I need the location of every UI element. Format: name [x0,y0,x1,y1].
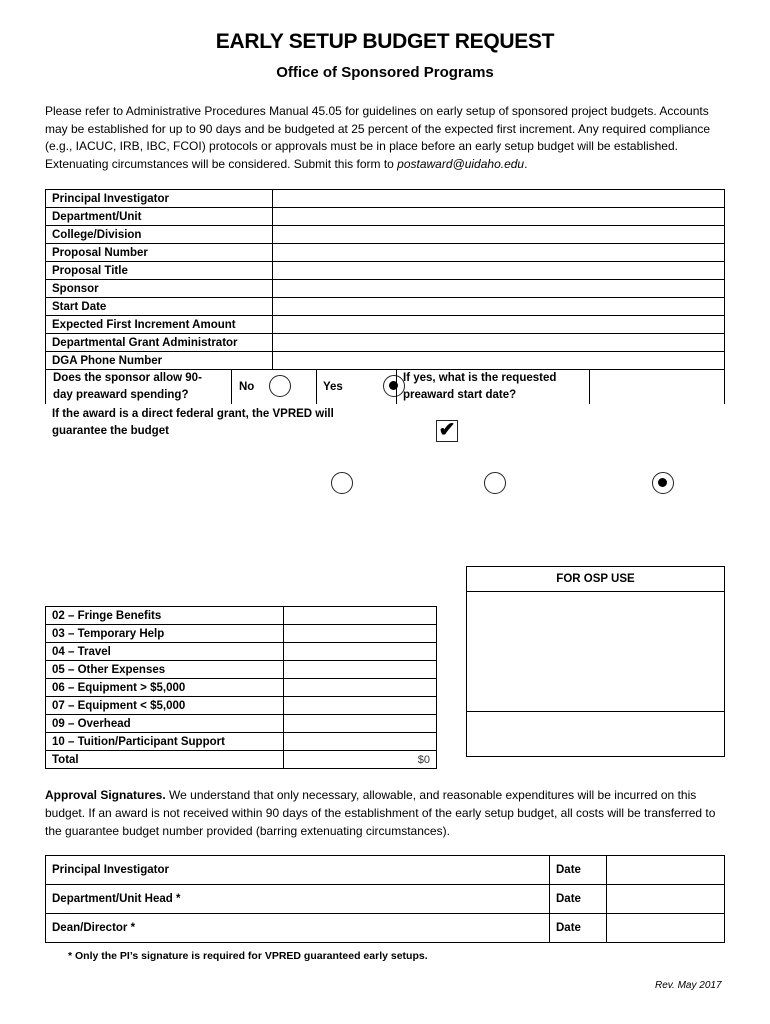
intro-paragraph [45,103,725,173]
budget-input[interactable] [284,697,437,715]
table-row [46,208,725,226]
field-label: Department/Unit [46,208,273,226]
guarantee-text: If the award is a direct federal grant, the VPRED will guarantee the budget [52,408,334,437]
table-row [46,643,437,661]
field-input[interactable] [273,262,725,280]
preaward-no-radio[interactable] [269,375,291,397]
field-label: Proposal Number [46,244,273,262]
osp-use-box [466,566,725,757]
signature-line[interactable]: Department/Unit Head * [46,885,550,914]
date-input[interactable] [607,856,725,885]
info-table [45,189,725,370]
table-row [46,733,437,751]
submit-email: postaward@uidaho.edu [397,156,525,171]
field-label: Principal Investigator [46,190,273,208]
option-radio[interactable] [331,472,353,494]
budget-label: 05 – Other Expenses [46,661,284,679]
revision-note: Rev. May 2017 [655,980,722,991]
field-label: Departmental Grant Administrator [46,334,273,352]
table-row [46,697,437,715]
field-label: College/Division [46,226,273,244]
field-input[interactable] [273,352,725,370]
table-row [46,316,725,334]
date-input[interactable] [607,885,725,914]
table-row [46,262,725,280]
date-label: Date [550,856,607,885]
field-input[interactable] [273,316,725,334]
signature-table [45,855,725,943]
table-row [46,298,725,316]
intro-text: Please refer to Administrative Procedures Manual 45.05 for guidelines on early setup of sponsored project budgets. Accounts may be established for up to 90 days and be budgeted at 25 percent of the expected first increment. Any required compliance (e.g., IACUC, IRB, IBC, FCOI) protocols or approvals must be in place before an early setup budget will be established. Extenuating circumstances will be considered. Submit this form to [45,104,711,171]
field-label: Start Date [46,298,273,316]
budget-label: 10 – Tuition/Participant Support [46,733,284,751]
osp-divider [467,711,724,712]
field-label: DGA Phone Number [46,352,273,370]
table-row [46,352,725,370]
preaward-yes-divider [396,369,397,404]
preaward-no-label: No [239,381,255,393]
footnote: * Only the PI’s signature is required for VPRED guaranteed early setups. [68,950,428,962]
budget-label: 02 – Fringe Benefits [46,607,284,625]
table-row [46,856,725,885]
budget-table [45,606,437,769]
field-input[interactable] [273,280,725,298]
field-label: Sponsor [46,280,273,298]
page-title: EARLY SETUP BUDGET REQUEST [215,30,555,53]
table-row [46,885,725,914]
page-subtitle: Office of Sponsored Programs [276,64,494,81]
budget-input[interactable] [284,733,437,751]
preaward-question: Does the sponsor allow 90-day preaward spending? [53,372,202,401]
date-label: Date [550,914,607,943]
table-row [46,280,725,298]
budget-input[interactable] [284,607,437,625]
field-input[interactable] [273,190,725,208]
budget-total-value: $0 [284,751,437,769]
table-row [46,607,437,625]
table-row [46,190,725,208]
intro-period: . [524,156,528,171]
budget-input[interactable] [284,661,437,679]
budget-total-label: Total [46,751,284,769]
date-input[interactable] [607,914,725,943]
table-row [46,334,725,352]
preaward-yes-label: Yes [323,381,343,393]
preaward-followup-label: If yes, what is the requested preaward start date? [403,372,557,401]
osp-heading: FOR OSP USE [467,567,724,592]
field-input[interactable] [273,334,725,352]
budget-label: 07 – Equipment < $5,000 [46,697,284,715]
table-row [46,751,437,769]
table-row [46,226,725,244]
approval-paragraph [45,786,725,840]
date-label: Date [550,885,607,914]
budget-input[interactable] [284,625,437,643]
field-input[interactable] [273,226,725,244]
table-row [46,661,437,679]
table-row [46,625,437,643]
approval-text: We understand that only necessary, allowable, and reasonable expenditures will be incurred on this budget. If an award is not received within 90 days of the establishment of the early setup budget, all costs will be transferred to the guarantee budget number provided (barring extenuating circumstances). [45,788,716,838]
table-row [46,244,725,262]
budget-label: 03 – Temporary Help [46,625,284,643]
budget-label: 06 – Equipment > $5,000 [46,679,284,697]
field-label: Proposal Title [46,262,273,280]
signature-line[interactable]: Principal Investigator [46,856,550,885]
budget-input[interactable] [284,715,437,733]
field-input[interactable] [273,298,725,316]
budget-input[interactable] [284,679,437,697]
preaward-followup-divider [589,369,590,404]
option-radio[interactable] [484,472,506,494]
field-label: Expected First Increment Amount [46,316,273,334]
field-input[interactable] [273,208,725,226]
option-radio[interactable] [652,472,674,494]
approval-heading: Approval Signatures. [45,788,166,802]
table-row [46,679,437,697]
table-row [46,715,437,733]
table-row [46,914,725,943]
preaward-start-date-input[interactable] [591,369,724,404]
preaward-row [45,369,725,404]
budget-label: 09 – Overhead [46,715,284,733]
field-input[interactable] [273,244,725,262]
budget-input[interactable] [284,643,437,661]
guarantee-checkbox[interactable] [436,420,458,442]
signature-line[interactable]: Dean/Director * [46,914,550,943]
budget-label: 04 – Travel [46,643,284,661]
checkmark-icon: ✔ [438,419,456,441]
